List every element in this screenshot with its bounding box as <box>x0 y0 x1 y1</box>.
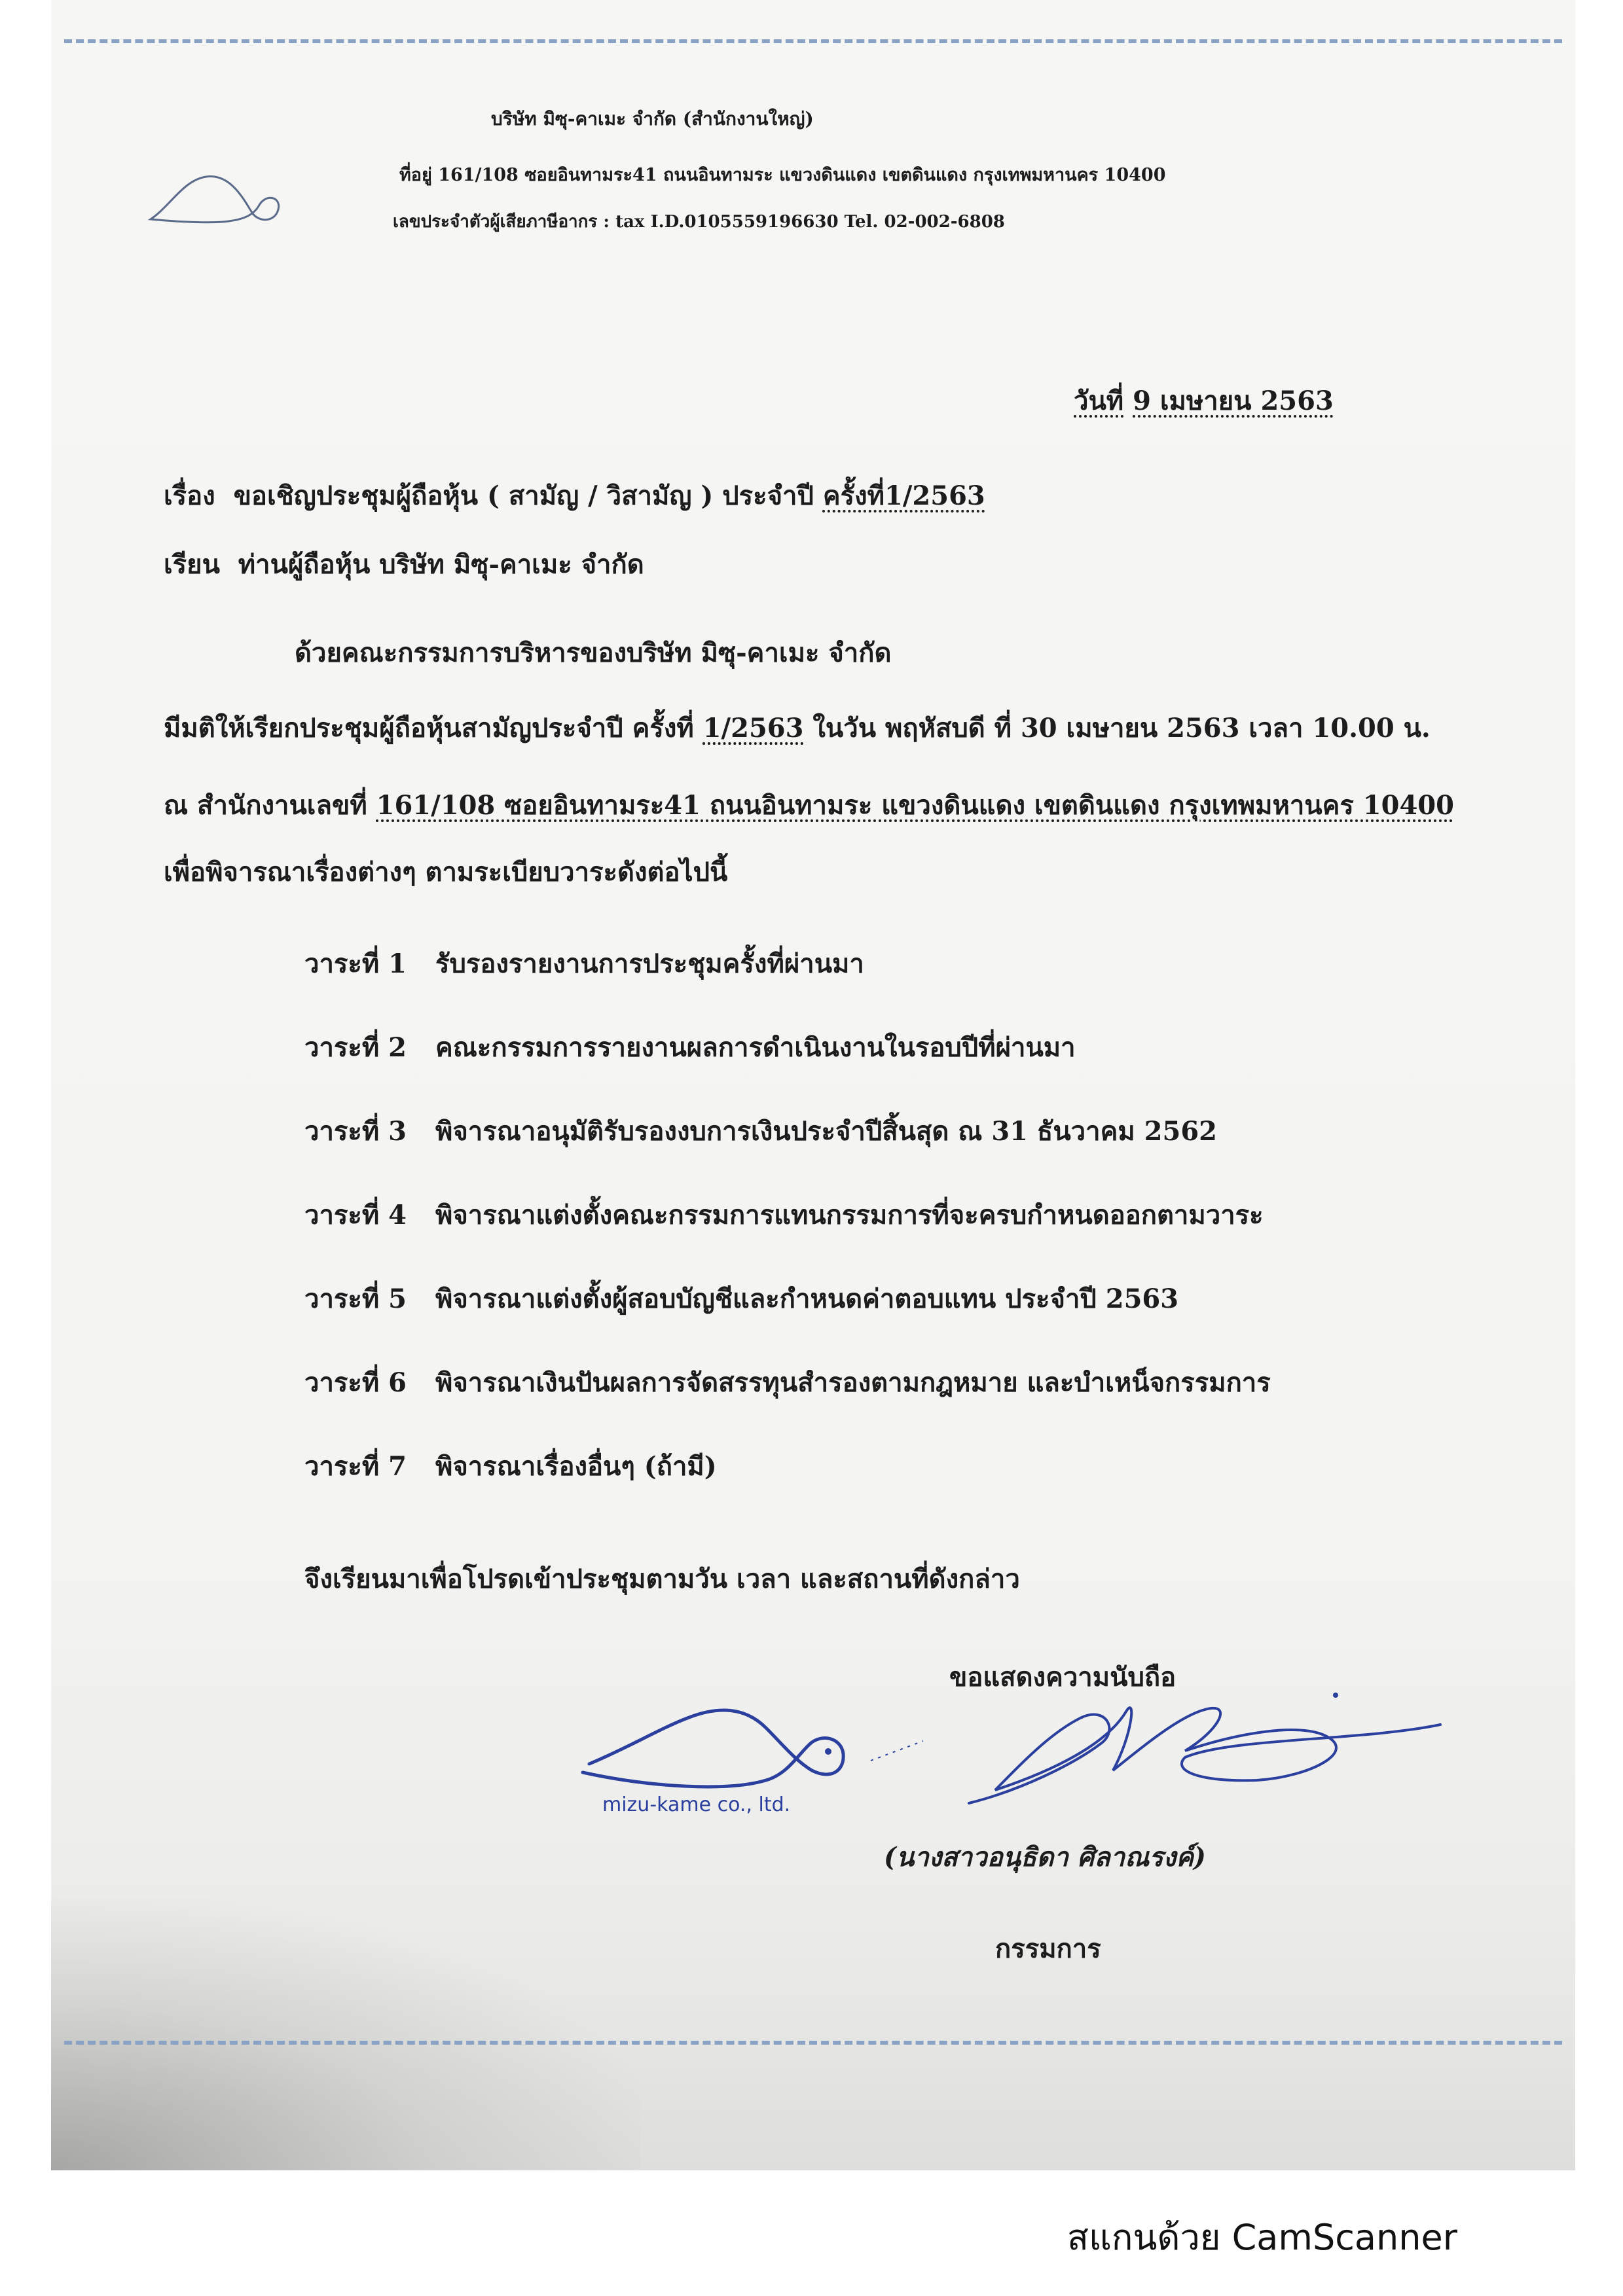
company-stamp-icon <box>530 1689 936 1846</box>
subject-label: เรื่อง <box>164 480 215 511</box>
para2-end: ในวัน พฤหัสบดี ที่ 30 เมษายน 2563 เวลา 10.00 น. <box>812 713 1431 744</box>
turtle-logo-icon <box>144 157 288 236</box>
agenda-text: พิจารณาเรื่องอื่นๆ (ถ้ามี) <box>435 1451 717 1482</box>
bottom-dashed-border <box>64 2041 1562 2045</box>
agenda-number: วาระที่ 4 <box>304 1200 407 1230</box>
camscanner-footer: สแกนด้วย CamScanner <box>1067 2217 1457 2258</box>
recipient-label: เรียน <box>164 549 220 580</box>
signer-name: (นางสาวอนุธิดา ศิลาณรงค์) <box>884 1842 1206 1873</box>
agenda-text: คณะกรรมการรายงานผลการดำเนินงานในรอบปีที่ผ่านมา <box>435 1032 1076 1063</box>
agenda-text: พิจารณาอนุมัติรับรองงบการเงินประจำปีสิ้นสุด ณ 31 ธันวาคม 2562 <box>435 1116 1217 1147</box>
para3-address: 161/108 ซอยอินทามระ41 ถนนอินทามระ แขวงดินแดง เขตดินแดง กรุงเทพมหานคร 10400 <box>376 790 1454 821</box>
agenda-text: พิจารณาแต่งตั้งคณะกรรมการแทนกรรมการที่จะครบกำหนดออกตามวาระ <box>435 1200 1264 1230</box>
recipient-line <box>164 543 644 585</box>
agenda-number: วาระที่ 2 <box>304 1032 407 1063</box>
body-paragraph-1: ด้วยคณะกรรมการบริหารของบริษัท มิซุ-คาเมะ จำกัด <box>295 637 892 668</box>
body-paragraph-3 <box>164 784 1454 826</box>
agenda-number: วาระที่ 3 <box>304 1116 407 1147</box>
agenda-number: วาระที่ 5 <box>304 1283 407 1314</box>
top-dashed-border <box>64 39 1562 43</box>
stamp-company-text: mizu-kame co., ltd. <box>602 1793 791 1816</box>
company-address: ที่อยู่ 161/108 ซอยอินทามระ41 ถนนอินทามระ แขวงดินแดง เขตดินแดง กรุงเทพมหานคร 10400 <box>399 165 1166 185</box>
closing-text: จึงเรียนมาเพื่อโปรดเข้าประชุมตามวัน เวลา และสถานที่ดังกล่าว <box>304 1564 1020 1594</box>
body-paragraph-2 <box>164 707 1431 749</box>
agenda-text: รับรองรายงานการประชุมครั้งที่ผ่านมา <box>435 948 864 979</box>
date-value: 9 เมษายน 2563 <box>1133 386 1334 416</box>
agenda-text: พิจารณาแต่งตั้งผู้สอบบัญชีและกำหนดค่าตอบแทน ประจำปี 2563 <box>435 1283 1179 1314</box>
tax-id-line: เลขประจำตัวผู้เสียภาษีอากร : tax I.D.0105559196630 Tel. 02-002-6808 <box>393 212 1005 232</box>
agenda-number: วาระที่ 1 <box>304 948 407 979</box>
letter-date <box>1074 380 1334 422</box>
respect-text: ขอแสดงความนับถือ <box>949 1662 1176 1693</box>
date-label: วันที่ <box>1074 386 1124 416</box>
agenda-number: วาระที่ 7 <box>304 1451 407 1482</box>
recipient-text: ท่านผู้ถือหุ้น บริษัท มิซุ-คาเมะ จำกัด <box>238 549 644 580</box>
agenda-number: วาระที่ 6 <box>304 1367 407 1398</box>
agenda-text: พิจารณาเงินปันผลการจัดสรรทุนสำรองตามกฎหมาย และบำเหน็จกรรมการ <box>435 1367 1271 1398</box>
para3-start: ณ สำนักงานเลขที่ <box>164 790 367 821</box>
signature-icon <box>903 1672 1447 1816</box>
body-paragraph-4: เพื่อพิจารณาเรื่องต่างๆ ตามระเบียบวาระดังต่อไปนี้ <box>164 857 728 888</box>
company-name: บริษัท มิซุ-คาเมะ จำกัด (สำนักงานใหญ่) <box>491 108 814 130</box>
para2-start: มีมติให้เรียกประชุมผู้ถือหุ้นสามัญประจำปี ครั้งที่ <box>164 713 694 744</box>
para2-meeting-no: 1/2563 <box>702 713 804 744</box>
subject-text: ขอเชิญประชุมผู้ถือหุ้น ( สามัญ / วิสามัญ ) ประจำปี <box>233 480 814 511</box>
subject-line <box>164 475 985 516</box>
meeting-number: ครั้งที่1/2563 <box>822 480 985 511</box>
signer-position: กรรมการ <box>995 1933 1101 1964</box>
page-shadow <box>51 1898 640 2170</box>
